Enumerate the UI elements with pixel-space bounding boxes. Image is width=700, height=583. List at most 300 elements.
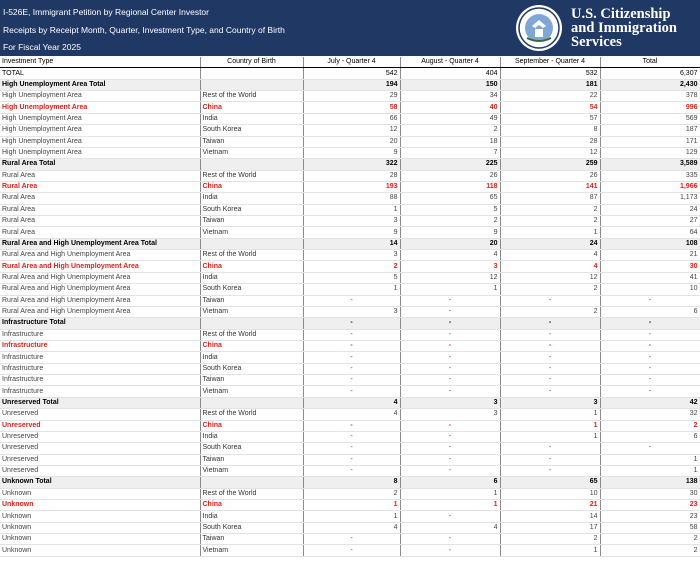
investment-type-cell: TOTAL <box>0 68 200 79</box>
august-cell: 12 <box>400 272 500 283</box>
investment-type-cell: High Unemployment Area <box>0 102 200 113</box>
country-cell: Vietnam <box>200 545 303 556</box>
total-cell: 171 <box>600 136 700 147</box>
july-cell: 8 <box>303 477 400 488</box>
september-cell: - <box>500 386 600 397</box>
country-cell: Vietnam <box>200 306 303 317</box>
table-row <box>0 204 700 215</box>
september-cell: 3 <box>500 397 600 408</box>
investment-type-cell: Infrastructure <box>0 363 200 374</box>
september-cell: 24 <box>500 238 600 249</box>
july-cell: 2 <box>303 261 400 272</box>
table-row <box>0 136 700 147</box>
table-header-row <box>0 57 700 68</box>
august-cell: 26 <box>400 170 500 181</box>
total-cell: - <box>600 443 700 454</box>
august-cell: 3 <box>400 397 500 408</box>
investment-type-cell: Unknown <box>0 522 200 533</box>
september-cell: 1 <box>500 409 600 420</box>
july-cell: 2 <box>303 488 400 499</box>
july-cell: 58 <box>303 102 400 113</box>
investment-type-cell: Rural Area <box>0 170 200 181</box>
total-cell: 21 <box>600 250 700 261</box>
august-cell: - <box>400 329 500 340</box>
september-cell: - <box>500 340 600 351</box>
country-cell: India <box>200 511 303 522</box>
total-cell: 3,589 <box>600 159 700 170</box>
column-header: August - Quarter 4 <box>400 57 500 68</box>
total-cell: 2 <box>600 534 700 545</box>
country-cell: India <box>200 431 303 442</box>
july-cell: 4 <box>303 409 400 420</box>
country-cell: China <box>200 102 303 113</box>
investment-type-cell: Rural Area <box>0 193 200 204</box>
august-cell: 2 <box>400 216 500 227</box>
total-cell: - <box>600 340 700 351</box>
total-cell: 30 <box>600 261 700 272</box>
fiscal-year-label: For Fiscal Year 2025 <box>3 42 81 52</box>
july-cell: 322 <box>303 159 400 170</box>
column-header: Country of Birth <box>200 57 303 68</box>
september-cell: 4 <box>500 250 600 261</box>
investment-type-cell: Unreserved <box>0 431 200 442</box>
country-cell <box>200 477 303 488</box>
investment-type-cell: Unreserved <box>0 409 200 420</box>
investment-type-cell: Unreserved <box>0 454 200 465</box>
total-cell: 187 <box>600 125 700 136</box>
august-cell: 4 <box>400 522 500 533</box>
table-row <box>0 91 700 102</box>
country-cell: China <box>200 500 303 511</box>
country-cell: Rest of the World <box>200 329 303 340</box>
total-cell: 569 <box>600 113 700 124</box>
investment-type-cell: Rural Area and High Unemployment Area <box>0 295 200 306</box>
country-cell: India <box>200 193 303 204</box>
september-cell: - <box>500 465 600 476</box>
table-row <box>0 113 700 124</box>
table-row <box>0 284 700 295</box>
column-header: Total <box>600 57 700 68</box>
table-row <box>0 488 700 499</box>
table-row <box>0 386 700 397</box>
country-cell: India <box>200 352 303 363</box>
september-cell: 1 <box>500 431 600 442</box>
august-cell: 404 <box>400 68 500 79</box>
september-cell: 2 <box>500 204 600 215</box>
table-row <box>0 454 700 465</box>
total-cell: 2 <box>600 545 700 556</box>
august-cell: 4 <box>400 250 500 261</box>
table-row <box>0 329 700 340</box>
july-cell: - <box>303 465 400 476</box>
total-cell: 1 <box>600 465 700 476</box>
country-cell: Taiwan <box>200 375 303 386</box>
july-cell: 1 <box>303 204 400 215</box>
country-cell: China <box>200 261 303 272</box>
table-row <box>0 125 700 136</box>
country-cell: Rest of the World <box>200 409 303 420</box>
column-header: July - Quarter 4 <box>303 57 400 68</box>
july-cell: - <box>303 318 400 329</box>
investment-type-cell: Rural Area and High Unemployment Area <box>0 272 200 283</box>
table-row <box>0 363 700 374</box>
september-cell: 2 <box>500 216 600 227</box>
september-cell: 141 <box>500 181 600 192</box>
country-cell: South Korea <box>200 443 303 454</box>
august-cell: - <box>400 511 500 522</box>
group-total-row <box>0 318 700 329</box>
country-cell: China <box>200 420 303 431</box>
table-row <box>0 216 700 227</box>
september-cell: - <box>500 318 600 329</box>
country-cell: Vietnam <box>200 227 303 238</box>
investment-type-cell: High Unemployment Area <box>0 136 200 147</box>
total-cell: 378 <box>600 91 700 102</box>
july-cell: 88 <box>303 193 400 204</box>
july-cell: - <box>303 443 400 454</box>
total-cell: 23 <box>600 500 700 511</box>
group-total-row <box>0 238 700 249</box>
august-cell: - <box>400 545 500 556</box>
total-cell: 24 <box>600 204 700 215</box>
agency-name-line1: U.S. Citizenship <box>571 6 671 22</box>
september-cell: - <box>500 454 600 465</box>
total-cell: 58 <box>600 522 700 533</box>
table-row <box>0 272 700 283</box>
august-cell: - <box>400 386 500 397</box>
september-cell: - <box>500 329 600 340</box>
table-row <box>0 352 700 363</box>
country-cell: South Korea <box>200 125 303 136</box>
august-cell: - <box>400 443 500 454</box>
country-cell: Rest of the World <box>200 170 303 181</box>
total-cell: 1,173 <box>600 193 700 204</box>
august-cell: 2 <box>400 125 500 136</box>
september-cell: 1 <box>500 545 600 556</box>
table-row <box>0 443 700 454</box>
july-cell: 28 <box>303 170 400 181</box>
august-cell: 3 <box>400 261 500 272</box>
country-cell: India <box>200 272 303 283</box>
august-cell: - <box>400 431 500 442</box>
country-cell <box>200 68 303 79</box>
country-cell <box>200 318 303 329</box>
august-cell: 18 <box>400 136 500 147</box>
september-cell: 12 <box>500 147 600 158</box>
table-row <box>0 102 700 113</box>
august-cell: 49 <box>400 113 500 124</box>
table-row <box>0 511 700 522</box>
july-cell: - <box>303 340 400 351</box>
august-cell: 225 <box>400 159 500 170</box>
investment-type-cell: Rural Area <box>0 181 200 192</box>
investment-type-cell: High Unemployment Area <box>0 113 200 124</box>
september-cell: 2 <box>500 306 600 317</box>
september-cell: - <box>500 443 600 454</box>
report-header <box>0 0 700 56</box>
table-row <box>0 431 700 442</box>
country-cell: Taiwan <box>200 295 303 306</box>
september-cell: 2 <box>500 534 600 545</box>
july-cell: - <box>303 295 400 306</box>
table-row <box>0 193 700 204</box>
country-cell: South Korea <box>200 284 303 295</box>
investment-type-cell: Unreserved Total <box>0 397 200 408</box>
investment-type-cell: Unknown <box>0 488 200 499</box>
total-cell: 10 <box>600 284 700 295</box>
july-cell: - <box>303 454 400 465</box>
investment-type-cell: Rural Area and High Unemployment Area <box>0 261 200 272</box>
total-cell: 32 <box>600 409 700 420</box>
july-cell: 66 <box>303 113 400 124</box>
july-cell: 3 <box>303 306 400 317</box>
grand-total-row <box>0 68 700 79</box>
investment-type-cell: Unreserved <box>0 420 200 431</box>
column-header: September - Quarter 4 <box>500 57 600 68</box>
investment-type-cell: Unknown <box>0 534 200 545</box>
september-cell: 57 <box>500 113 600 124</box>
investment-type-cell: Unknown <box>0 545 200 556</box>
country-cell <box>200 159 303 170</box>
agency-name-line3: Services <box>571 34 622 50</box>
total-cell: 6 <box>600 306 700 317</box>
july-cell: 1 <box>303 500 400 511</box>
investment-type-cell: Rural Area and High Unemployment Area Total <box>0 238 200 249</box>
table-row <box>0 250 700 261</box>
country-cell: Rest of the World <box>200 91 303 102</box>
table-row <box>0 340 700 351</box>
investment-type-cell: Rural Area <box>0 204 200 215</box>
august-cell: 5 <box>400 204 500 215</box>
august-cell: 34 <box>400 91 500 102</box>
total-cell: 41 <box>600 272 700 283</box>
september-cell: - <box>500 363 600 374</box>
country-cell <box>200 79 303 90</box>
september-cell: 14 <box>500 511 600 522</box>
august-cell: - <box>400 454 500 465</box>
september-cell: 22 <box>500 91 600 102</box>
july-cell: 3 <box>303 250 400 261</box>
agency-name <box>571 7 677 49</box>
august-cell: 6 <box>400 477 500 488</box>
investment-type-cell: Rural Area <box>0 227 200 238</box>
august-cell: - <box>400 420 500 431</box>
report-subtitle: Receipts by Receipt Month, Quarter, Investment Type, and Country of Birth <box>3 25 285 35</box>
report-title: I-526E, Immigrant Petition by Regional Center Investor <box>3 7 209 17</box>
july-cell: 3 <box>303 216 400 227</box>
total-cell: 30 <box>600 488 700 499</box>
investment-type-cell: Unknown Total <box>0 477 200 488</box>
investment-type-cell: Unreserved <box>0 465 200 476</box>
july-cell: 542 <box>303 68 400 79</box>
september-cell: 1 <box>500 420 600 431</box>
july-cell: 1 <box>303 511 400 522</box>
september-cell: 17 <box>500 522 600 533</box>
total-cell: 138 <box>600 477 700 488</box>
august-cell: 40 <box>400 102 500 113</box>
july-cell: 14 <box>303 238 400 249</box>
table-row <box>0 534 700 545</box>
investment-type-cell: Infrastructure <box>0 386 200 397</box>
investment-type-cell: Infrastructure <box>0 352 200 363</box>
august-cell: - <box>400 295 500 306</box>
country-cell: Taiwan <box>200 216 303 227</box>
investment-type-cell: High Unemployment Area <box>0 147 200 158</box>
country-cell: Vietnam <box>200 386 303 397</box>
august-cell: - <box>400 465 500 476</box>
country-cell: South Korea <box>200 363 303 374</box>
table-row <box>0 522 700 533</box>
country-cell: Taiwan <box>200 534 303 545</box>
total-cell: 6,307 <box>600 68 700 79</box>
september-cell: 26 <box>500 170 600 181</box>
september-cell: 87 <box>500 193 600 204</box>
august-cell: - <box>400 306 500 317</box>
august-cell: - <box>400 352 500 363</box>
investment-type-cell: Infrastructure <box>0 340 200 351</box>
july-cell: 5 <box>303 272 400 283</box>
september-cell: 10 <box>500 488 600 499</box>
investment-type-cell: Rural Area and High Unemployment Area <box>0 306 200 317</box>
table-row <box>0 170 700 181</box>
july-cell: - <box>303 375 400 386</box>
investment-type-cell: Infrastructure <box>0 375 200 386</box>
september-cell: 65 <box>500 477 600 488</box>
country-cell: Rest of the World <box>200 488 303 499</box>
total-cell: 2 <box>600 420 700 431</box>
table-row <box>0 409 700 420</box>
august-cell: - <box>400 534 500 545</box>
total-cell: 64 <box>600 227 700 238</box>
group-total-row <box>0 159 700 170</box>
table-row <box>0 227 700 238</box>
august-cell: 3 <box>400 409 500 420</box>
september-cell: 8 <box>500 125 600 136</box>
total-cell: - <box>600 352 700 363</box>
table-row <box>0 306 700 317</box>
august-cell: 65 <box>400 193 500 204</box>
table-row <box>0 261 700 272</box>
total-cell: 1 <box>600 454 700 465</box>
july-cell: - <box>303 329 400 340</box>
agency-name-line2: and Immigration <box>571 20 677 36</box>
total-cell: 2,430 <box>600 79 700 90</box>
total-cell: 108 <box>600 238 700 249</box>
country-cell: South Korea <box>200 522 303 533</box>
investment-type-cell: Rural Area and High Unemployment Area <box>0 250 200 261</box>
july-cell: - <box>303 534 400 545</box>
august-cell: 150 <box>400 79 500 90</box>
table-row <box>0 465 700 476</box>
table-row <box>0 545 700 556</box>
country-cell: Taiwan <box>200 136 303 147</box>
august-cell: 118 <box>400 181 500 192</box>
july-cell: 1 <box>303 284 400 295</box>
country-cell: South Korea <box>200 204 303 215</box>
table-row <box>0 147 700 158</box>
country-cell: Vietnam <box>200 465 303 476</box>
total-cell: 1,966 <box>600 181 700 192</box>
july-cell: 9 <box>303 147 400 158</box>
total-cell: - <box>600 363 700 374</box>
country-cell: China <box>200 181 303 192</box>
investment-type-cell: Unknown <box>0 500 200 511</box>
august-cell: 1 <box>400 500 500 511</box>
column-header: Investment Type <box>0 57 200 68</box>
investment-type-cell: Rural Area and High Unemployment Area <box>0 284 200 295</box>
country-cell: Rest of the World <box>200 250 303 261</box>
total-cell: - <box>600 375 700 386</box>
august-cell: 20 <box>400 238 500 249</box>
september-cell: 21 <box>500 500 600 511</box>
investment-type-cell: Infrastructure <box>0 329 200 340</box>
country-cell <box>200 397 303 408</box>
table-row <box>0 181 700 192</box>
july-cell: - <box>303 420 400 431</box>
total-cell: - <box>600 329 700 340</box>
july-cell: - <box>303 352 400 363</box>
july-cell: 12 <box>303 125 400 136</box>
september-cell: - <box>500 375 600 386</box>
september-cell: 28 <box>500 136 600 147</box>
july-cell: 4 <box>303 397 400 408</box>
total-cell: 996 <box>600 102 700 113</box>
total-cell: - <box>600 386 700 397</box>
table-row <box>0 295 700 306</box>
september-cell: - <box>500 352 600 363</box>
investment-type-cell: High Unemployment Area Total <box>0 79 200 90</box>
july-cell: 29 <box>303 91 400 102</box>
table-row <box>0 420 700 431</box>
investment-type-cell: High Unemployment Area <box>0 125 200 136</box>
august-cell: 9 <box>400 227 500 238</box>
july-cell: 193 <box>303 181 400 192</box>
september-cell: 1 <box>500 227 600 238</box>
july-cell: 9 <box>303 227 400 238</box>
july-cell: - <box>303 431 400 442</box>
august-cell: 1 <box>400 284 500 295</box>
investment-type-cell: Infrastructure Total <box>0 318 200 329</box>
september-cell: 181 <box>500 79 600 90</box>
investment-type-cell: Rural Area Total <box>0 159 200 170</box>
table-row <box>0 375 700 386</box>
country-cell: Vietnam <box>200 147 303 158</box>
july-cell: - <box>303 363 400 374</box>
total-cell: - <box>600 318 700 329</box>
august-cell: - <box>400 363 500 374</box>
country-cell: China <box>200 340 303 351</box>
september-cell: 532 <box>500 68 600 79</box>
august-cell: - <box>400 340 500 351</box>
total-cell: 6 <box>600 431 700 442</box>
september-cell: - <box>500 295 600 306</box>
group-total-row <box>0 79 700 90</box>
group-total-row <box>0 477 700 488</box>
investment-type-cell: High Unemployment Area <box>0 91 200 102</box>
september-cell: 2 <box>500 284 600 295</box>
investment-type-cell: Unknown <box>0 511 200 522</box>
july-cell: - <box>303 386 400 397</box>
table-row <box>0 500 700 511</box>
september-cell: 259 <box>500 159 600 170</box>
investment-type-cell: Rural Area <box>0 216 200 227</box>
august-cell: - <box>400 318 500 329</box>
july-cell: - <box>303 545 400 556</box>
september-cell: 4 <box>500 261 600 272</box>
dhs-seal-icon <box>515 4 563 52</box>
september-cell: 54 <box>500 102 600 113</box>
august-cell: - <box>400 375 500 386</box>
